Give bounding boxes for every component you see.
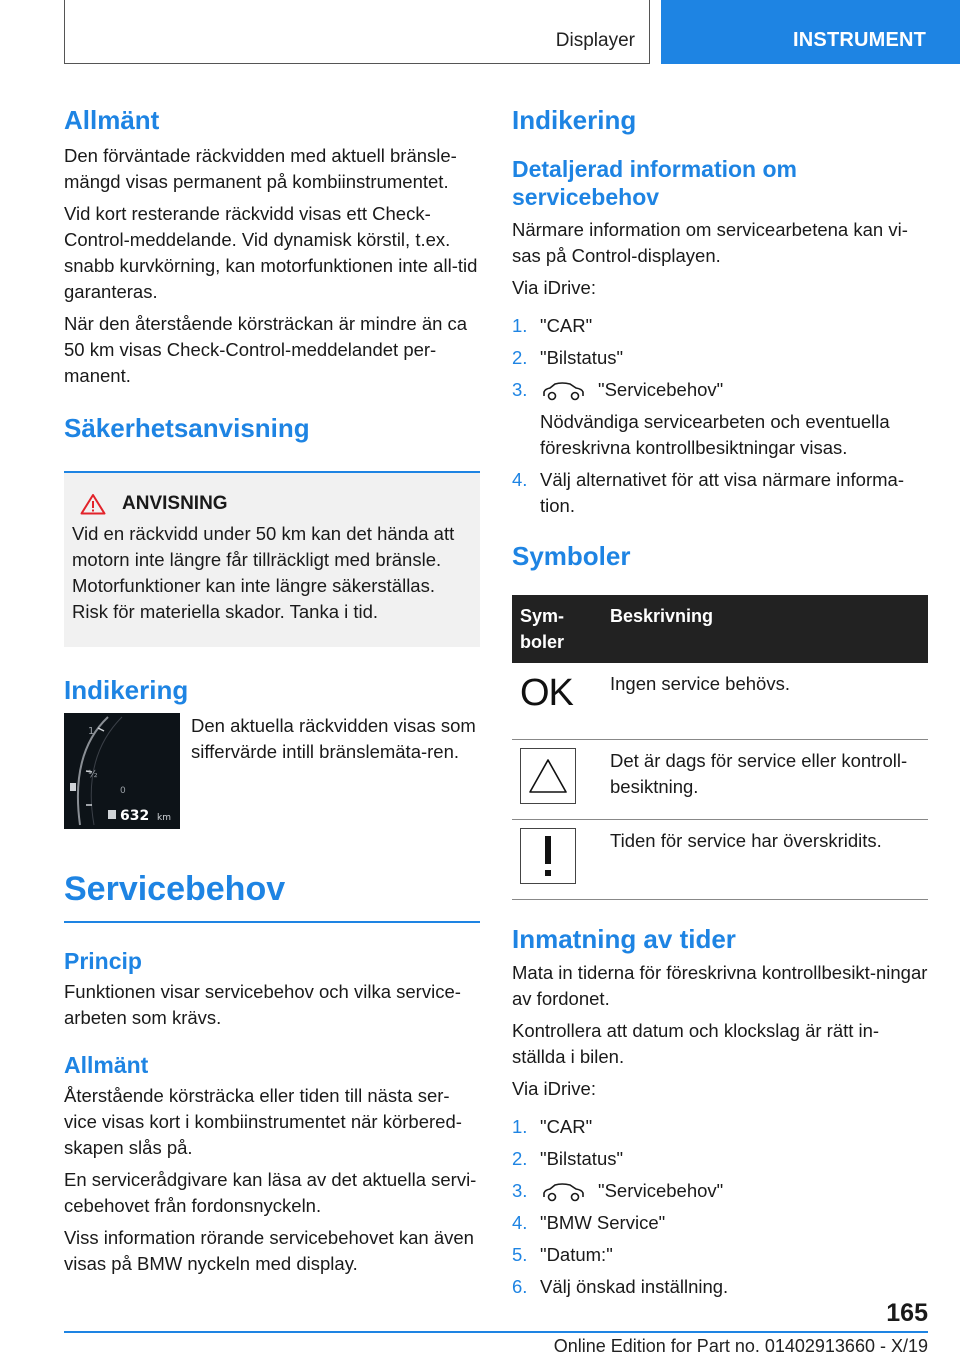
table-header-row [512,595,928,663]
paragraph: Återstående körsträcka eller tiden till nästa ser-vice visas kort i kombiinstrumentet när körbered-skapen slås på. [64,1084,462,1158]
paragraph: Viss information rörande servicebehovet kan även visas på BMW nyckeln med display. [64,1226,474,1274]
gauge-tick-1: 1 [88,726,95,737]
symbol-cell [512,739,602,819]
footer-divider [64,1331,928,1333]
warning-triangle-icon [80,493,106,515]
divider [64,921,480,923]
warning-title: ANVISNING [122,493,228,514]
exclamation-icon [520,828,576,884]
indikering-text: Den aktuella räckvidden visas som siffervärde intill bränslemäta-ren. [191,715,476,762]
warning-text: Vid en räckvidd under 50 km kan det hända att motorn inte längre får tillräckligt med bränsle. Motorfunktioner kan inte längre säkerställas. Risk för materiella skador. Tanka i tid. [72,523,455,622]
list-item: 1. "CAR" [512,1115,593,1137]
gauge-tick-half: ½ [88,769,98,780]
paragraph: Närmare information om servicearbetena kan vi-sas på Control-displayen. [512,219,908,266]
heading-indikering: Indikering [64,675,189,705]
heading-princip: Princip [64,947,142,974]
header-chapter-label: INSTRUMENT [793,29,927,51]
header-section-tab [64,0,650,64]
via-idrive-label: Via iDrive: [512,277,596,298]
list-item: 3. "Servicebehov" Nödvändiga servicearbeten och eventuella föreskrivna kontrollbesiktningar visas. [512,379,890,458]
symbol-cell [512,819,602,899]
symbol-cell [512,663,602,739]
list-item: 5. "Datum:" [512,1243,613,1265]
gauge-tick-0: 0 [120,786,126,796]
paragraph: Vid kort resterande räckvidd visas ett Check-Control-meddelande. Vid dynamisk körstil, t.ex. snabb kurvkörning, kan motorfunktionen inte all-tid garanteras. [64,203,478,302]
header-section-label: Displayer [555,30,635,51]
steps-list-2 [512,1114,928,1300]
table-row [512,819,928,899]
heading-indikering-right: Indikering [512,105,637,135]
list-item: 1. "CAR" [512,315,593,336]
gauge-range-unit: km [157,813,171,823]
steps-list-1 [512,313,928,519]
description-cell: Tiden för service har överskridits. [602,819,928,899]
symbols-table [512,595,928,900]
list-item: 2. "Bilstatus" [512,1147,624,1169]
table-row [512,663,928,739]
paragraph: Mata in tiderna för föreskrivna kontrollbesikt-ningar av fordonet. [512,961,928,1009]
header-chapter-tab [661,0,960,64]
gauge-range-value: 632 [120,808,150,824]
paragraph: Den förväntade räckvidden med aktuell bränsle-mängd visas permanent på kombiinstrumentet. [64,145,457,192]
indikering-block [64,713,480,845]
table-header-symbols: Sym-boler [512,595,602,663]
heading-allmant-2: Allmänt [64,1051,149,1078]
description-cell: Ingen service behövs. [602,663,928,739]
heading-sakerhet: Säkerhetsanvisning [64,413,310,443]
ok-icon: OK [520,672,573,714]
list-item: 4. Välj alternativet för att visa närmare informa-tion. [512,469,904,516]
car-icon [540,381,586,401]
list-item: 2. "Bilstatus" [512,347,624,368]
paragraph: Funktionen visar servicebehov och vilka service-arbeten som krävs. [64,980,461,1028]
service-triangle-icon [520,748,576,804]
via-idrive-label: Via iDrive: [512,1077,596,1099]
heading-inmatning: Inmatning av tider [512,923,736,954]
paragraph: Kontrollera att datum och klockslag är rätt in-ställda i bilen. [512,1019,880,1067]
car-icon [540,1182,586,1202]
description-cell: Det är dags för service eller kontroll-besiktning. [602,739,928,819]
list-item: 6. Välj önskad inställning. [512,1275,729,1297]
heading-allmant: Allmänt [64,105,160,135]
heading-symboler: Symboler [512,541,631,571]
table-row [512,739,928,819]
heading-detaljerad: Detaljerad information om servicebehov [512,156,797,210]
warning-box [64,473,480,647]
paragraph: En servicerådgivare kan läsa av det aktuella servi-cebehovet från fordonsnyckeln. [64,1168,477,1216]
warning-header [72,493,472,515]
footer-edition: Online Edition for Part no. 01402913660 - X/19 [553,1336,928,1356]
table-header-description: Beskrivning [602,595,928,663]
list-item: 4. "BMW Service" [512,1211,666,1233]
page-number: 165 [886,1299,928,1327]
paragraph: När den återstående körsträckan är mindre än ca 50 km visas Check-Control-meddelandet per-manent. [64,313,468,386]
heading-servicebehov: Servicebehov [64,870,286,908]
list-item: 3. "Servicebehov" [512,1179,724,1201]
left-column [64,100,480,1277]
range-gauge-image [64,713,180,829]
right-column [512,100,928,1306]
